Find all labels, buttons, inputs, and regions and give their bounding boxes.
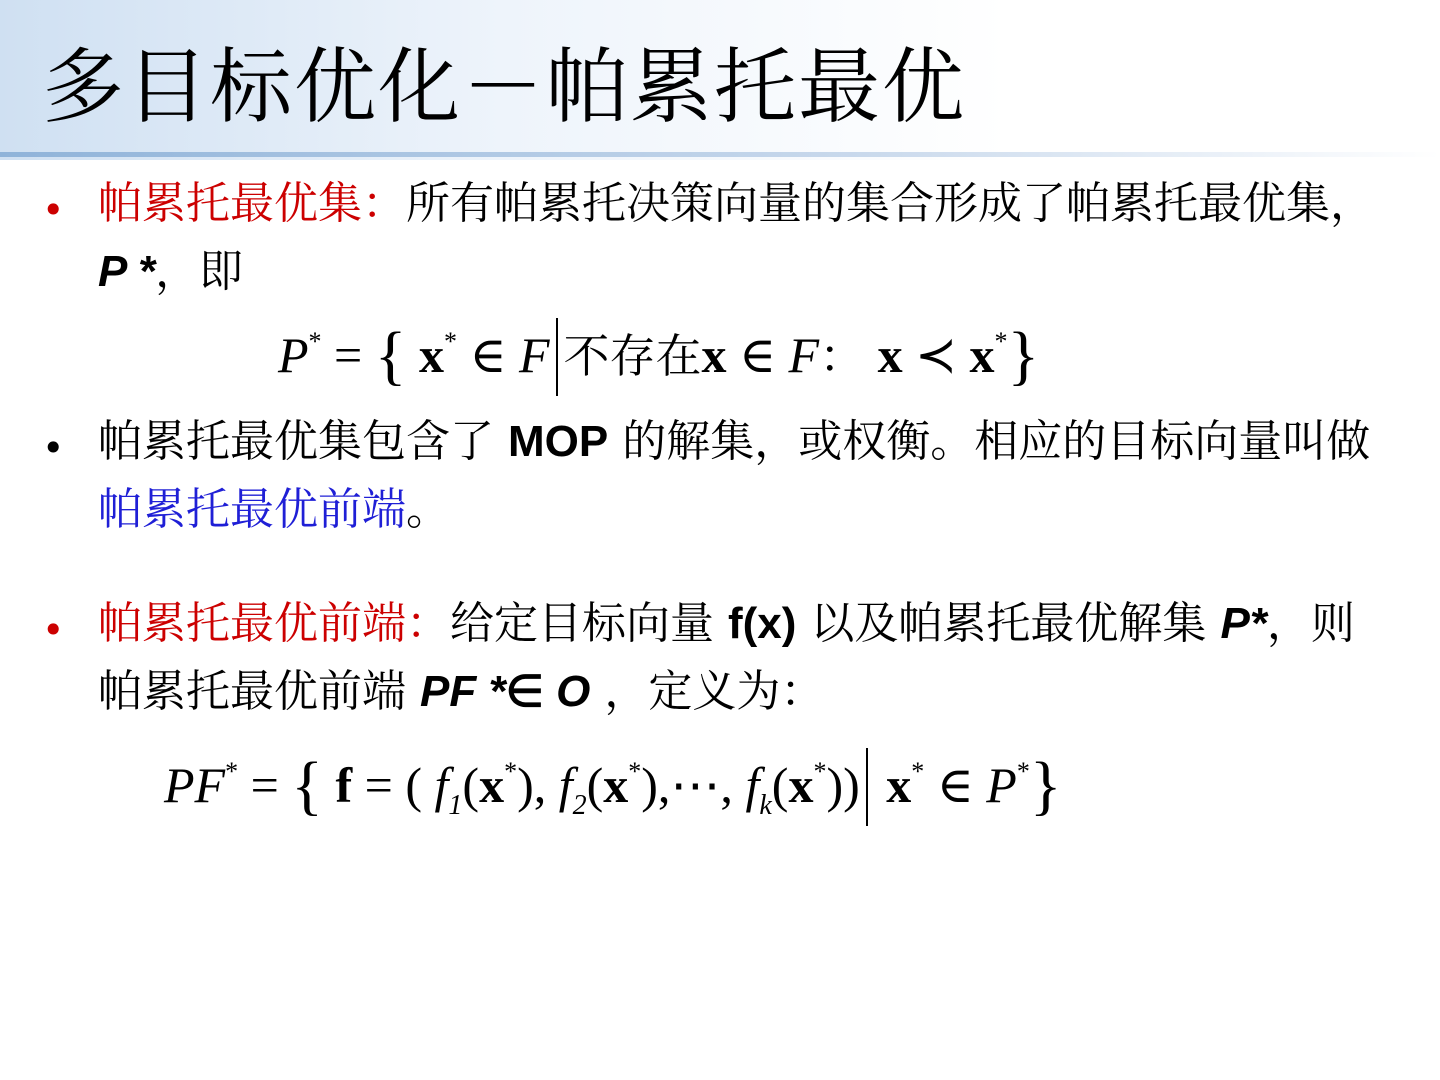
- f1-star: *: [308, 327, 322, 356]
- f1-x3: x: [877, 327, 903, 383]
- f1-prec: ≺: [902, 327, 970, 383]
- f2-f: f: [335, 757, 353, 813]
- f2-sub-2: 2: [572, 790, 587, 821]
- front-text-1: 给定目标向量: [450, 598, 728, 649]
- paragraph-pareto-front: [98, 590, 1398, 726]
- f1-condition-bar: [556, 318, 558, 396]
- f2-eq: =: [238, 757, 292, 813]
- f2-fk: f: [745, 757, 760, 813]
- formula-pareto-front: [164, 748, 1062, 826]
- f2-P-star: *: [1016, 757, 1030, 786]
- slide-title: 多目标优化－帕累托最优: [42, 40, 967, 135]
- f2-x2-star: *: [628, 757, 642, 786]
- f1-condition: 不存在: [563, 329, 702, 383]
- f1-in2: ∈: [726, 327, 789, 383]
- symbol-o: O: [543, 667, 591, 716]
- f2-P: P: [986, 757, 1017, 813]
- symbol-p-star: P *: [98, 247, 156, 296]
- f2-open-2: (: [586, 757, 604, 813]
- mop-label: MOP: [508, 417, 609, 466]
- paragraph-mop: [98, 408, 1398, 544]
- f2-sub-k: k: [759, 790, 772, 821]
- bullet-2: •: [42, 426, 65, 470]
- title-divider: [0, 152, 1440, 157]
- mop-text-1: 帕累托最优集包含了: [98, 416, 508, 467]
- bullet-3: •: [42, 608, 65, 652]
- f1-in: ∈: [456, 327, 519, 383]
- pareto-set-tail: ，即: [155, 246, 244, 297]
- f1-left-brace: {: [374, 319, 407, 392]
- f1-x2: x: [701, 327, 727, 383]
- f1-x: x: [418, 327, 444, 383]
- f2-xk-star: *: [813, 757, 827, 786]
- front-text-4: ，定义为：: [590, 666, 825, 717]
- f2-x1-star: *: [504, 757, 518, 786]
- f2-x2: x: [603, 757, 629, 813]
- term-pareto-front: 帕累托最优前端: [98, 484, 406, 535]
- f2-close-1: ),: [517, 757, 559, 813]
- f1-eq: =: [321, 327, 375, 383]
- f1-x4-star: *: [994, 327, 1008, 356]
- f2-star: *: [225, 757, 239, 786]
- f2-open-1: (: [462, 757, 480, 813]
- mop-text-3: 。: [406, 484, 450, 535]
- symbol-element-of: ∈: [505, 667, 544, 716]
- term-pareto-optimal-front: 帕累托最优前端：: [98, 598, 450, 649]
- term-pareto-optimal-set: 帕累托最优集：: [98, 178, 406, 229]
- objective-vector-fx: f(x): [728, 599, 797, 648]
- formula-pareto-set: [278, 318, 1039, 396]
- f1-lhs: P: [278, 327, 309, 383]
- f2-condition-bar: [866, 748, 868, 826]
- f1-x-star: *: [443, 327, 457, 356]
- front-text-2: 以及帕累托最优解集: [796, 598, 1207, 649]
- symbol-p-star-2: P*: [1220, 599, 1267, 648]
- f1-x4: x: [969, 327, 995, 383]
- f2-open-k: (: [771, 757, 789, 813]
- f1-colon: ：: [819, 329, 866, 383]
- f2-right-brace: }: [1029, 749, 1062, 822]
- f1-F: F: [518, 327, 550, 383]
- mop-text-2: 的解集，或权衡。相应的目标向量叫做: [608, 416, 1371, 467]
- f2-x-cond-star: *: [911, 757, 925, 786]
- f2-close-3: )): [826, 757, 860, 813]
- f2-x1: x: [479, 757, 505, 813]
- symbol-pf-star: PF *: [420, 667, 506, 716]
- front-text-3: ，则帕累托最优前端: [98, 598, 1355, 717]
- f2-xk: x: [788, 757, 814, 813]
- paragraph-pareto-set: [98, 170, 1398, 306]
- f2-in: ∈: [924, 757, 987, 813]
- f2-x-cond: x: [886, 757, 912, 813]
- f2-sub-1: 1: [448, 790, 463, 821]
- bullet-1: •: [42, 188, 65, 232]
- pareto-set-definition: 所有帕累托决策向量的集合形成了帕累托最优集，: [406, 178, 1374, 229]
- f1-right-brace: }: [1007, 319, 1040, 392]
- f2-f2: f: [558, 757, 573, 813]
- f2-eq2: = (: [352, 757, 422, 813]
- f2-f1: f: [434, 757, 449, 813]
- f1-F2: F: [788, 327, 820, 383]
- f2-close-2: ),⋯,: [641, 757, 746, 813]
- f2-left-brace: {: [291, 749, 323, 822]
- f2-lhs: PF: [164, 757, 226, 813]
